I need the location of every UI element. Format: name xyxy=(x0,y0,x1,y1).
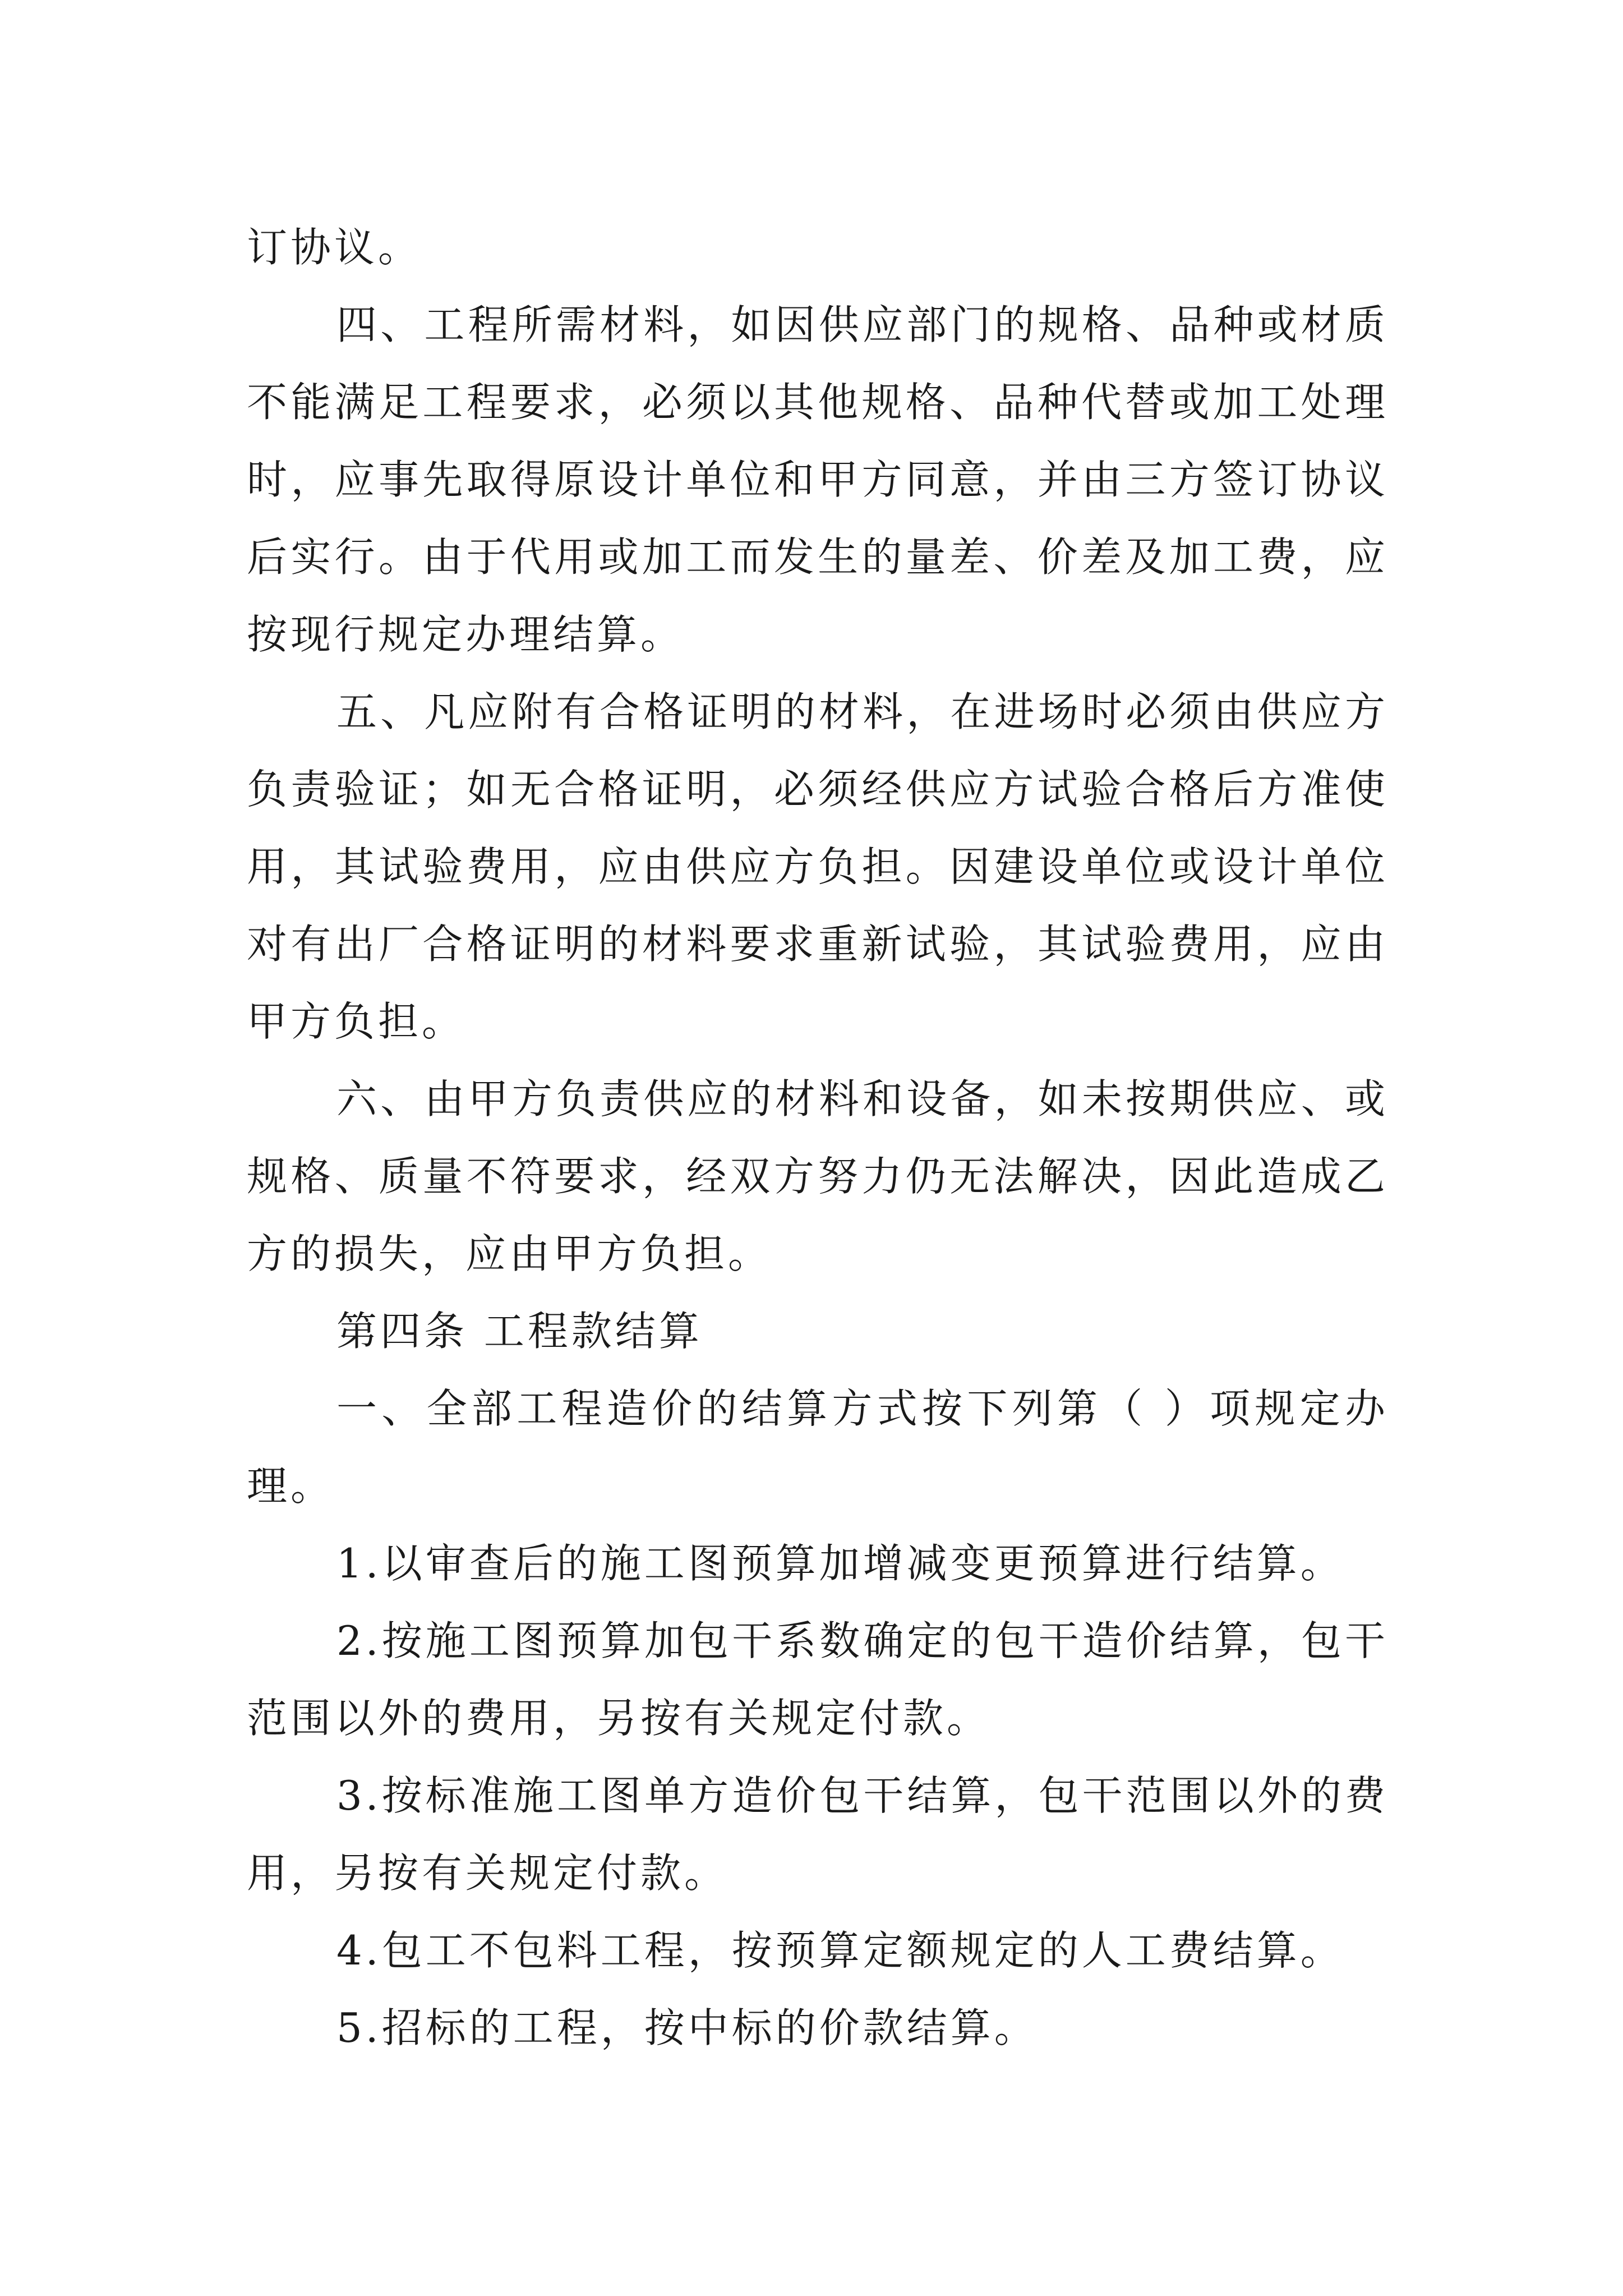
paragraph-continuation: 订协议。 xyxy=(247,224,422,271)
list-item-4: 4.包工不包料工程，按预算定额规定的人工费结算。 xyxy=(336,1927,1344,1974)
list-item-1: 1.以审查后的施工图预算加增减变更预算进行结算。 xyxy=(336,1540,1344,1587)
article-heading: 第四条 工程款结算 xyxy=(336,1308,703,1355)
paragraph-item-six: 六、由甲方负责供应的材料和设备，如未按期供应、或规格、质量不符要求，经双方努力仍无法解决，因此造成乙方的损失，应由甲方负担。 xyxy=(247,1075,1389,1277)
list-item-5: 5.招标的工程，按中标的价款结算。 xyxy=(336,2004,1038,2051)
document-body xyxy=(247,209,1389,2067)
paragraph-item-four: 四、工程所需材料，如因供应部门的规格、品种或材质不能满足工程要求，必须以其他规格、品种代替或加工处理时，应事先取得原设计单位和甲方同意，并由三方签订协议后实行。由于代用或加工而发生的量差、价差及加工费，应按现行规定办理结算。 xyxy=(247,301,1389,658)
list-item-2: 2.按施工图预算加包干系数确定的包干造价结算，包干范围以外的费用，另按有关规定付款。 xyxy=(247,1617,1389,1742)
paragraph-item-five: 五、凡应附有合格证明的材料，在进场时必须由供应方负责验证；如无合格证明，必须经供应方试验合格后方准使用，其试验费用，应由供应方负担。因建设单位或设计单位对有出厂合格证明的材料要求重新试验，其试验费用，应由甲方负担。 xyxy=(247,688,1389,1045)
paragraph-settlement-method: 一、全部工程造价的结算方式按下列第（ ）项规定办理。 xyxy=(247,1385,1389,1510)
list-item-3: 3.按标准施工图单方造价包干结算，包干范围以外的费用，另按有关规定付款。 xyxy=(247,1772,1389,1897)
